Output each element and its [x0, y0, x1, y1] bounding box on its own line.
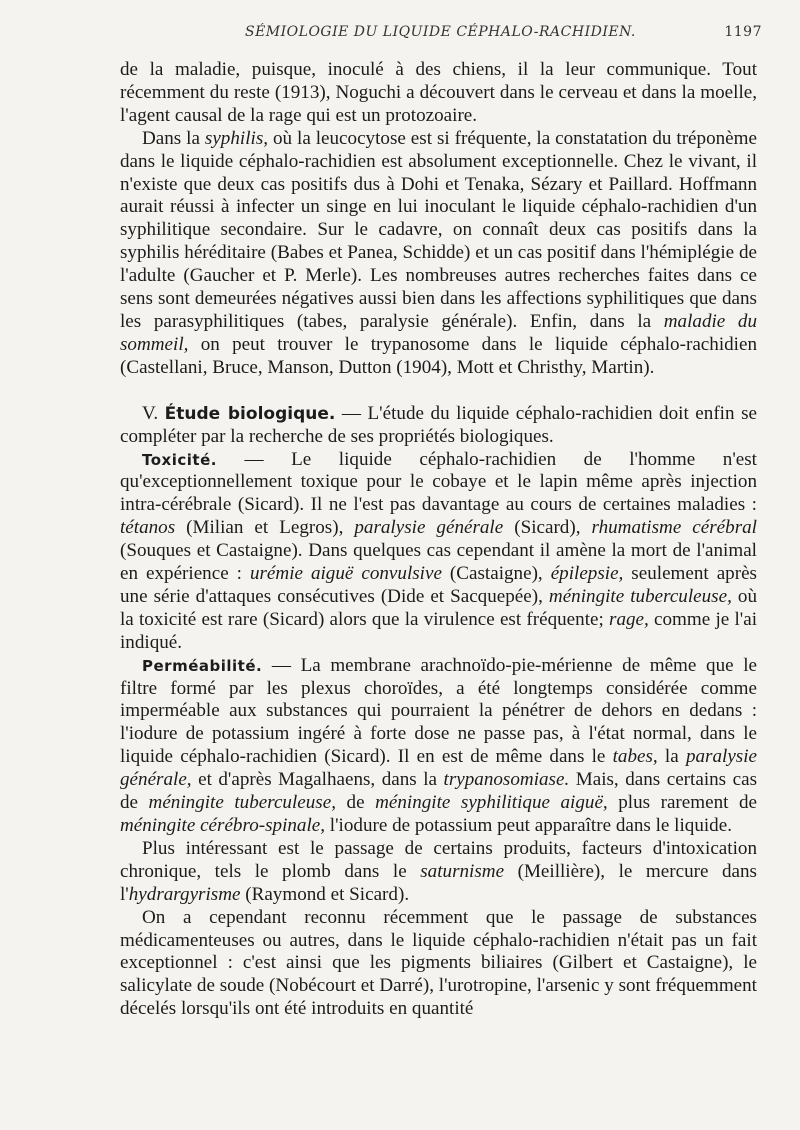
paragraph-permeabilite: Perméabilité. — La membrane arachnoïdo-pie-mérienne de même que le filtre formé par les plexus choroïdes, a été longtemps considérée comme imperméable aux substances qui pourraient la pénétrer de dehors en dedans : l'iodure de potassium ingéré à forte dose ne passe pas, à l'état normal, dans le liquide céphalo-rachidien (Sicard). Il en est de même dans le tabes, la paralysie générale, et d'après Magalhaens, dans la trypanosomiase. Mais, dans certains cas de méningite tuberculeuse, de méningite syphilitique aiguë, plus rarement de méningite cérébro-spinale, l'iodure de potassium peut apparaître dans le liquide.: [120, 654, 758, 836]
running-title: SÉMIOLOGIE DU LIQUIDE CÉPHALO-RACHIDIEN.: [245, 24, 636, 40]
toxicite-label: Toxicité.: [142, 450, 217, 469]
permeabilite-label: Perméabilité.: [142, 656, 263, 675]
paragraph-rage: de la maladie, puisque, inoculé à des chiens, il la leur communique. Tout récemment du reste (1913), Noguchi a découvert dans le cerveau et dans la moelle, l'agent causal de la rage qui est un protozoaire.: [120, 59, 757, 126]
paragraph-intoxication: Plus intéressant est le passage de certains produits, facteurs d'intoxication chronique, tels le plomb dans le saturnisme (Meillière), le mercure dans l'hydrargyrisme (Raymond et Sicard).: [120, 837, 757, 905]
paragraph-substances: On a cependant reconnu récemment que le passage de substances médicamenteuses ou autres, dans le liquide céphalo-rachidien n'était pas un fait exceptionnel : c'est ainsi que les pigments biliaires (Gilbert et Castaigne), le salicylate de soude (Nobécourt et Darré), l'urotropine, l'arsenic y sont fréquemment décelés lorsqu'ils ont été introduits en quantité: [120, 906, 757, 1020]
page-number: 1197: [724, 24, 762, 40]
section-heading-etude-biologique: V. Étude biologique. — L'étude du liquide céphalo-rachidien doit enfin se compléter par la recherche de ses propriétés biologiques.: [120, 402, 757, 447]
body-text: [120, 59, 757, 1021]
section-title: Étude biologique.: [164, 403, 336, 424]
paragraph-toxicite: Toxicité. — Le liquide céphalo-rachidien de l'homme n'est qu'exceptionnellement toxique pour le cobaye et le lapin même après injection intra-cérébrale (Sicard). Il ne l'est pas davantage au cours de certaines maladies : tétanos (Milian et Legros), paralysie générale (Sicard), rhumatisme cérébral (Souques et Castaigne). Dans quelques cas cependant il amène la mort de l'animal en expérience : urémie aiguë convulsive (Castaigne), épilepsie, seulement après une série d'attaques consécutives (Dide et Sacquepée), méningite tuberculeuse, où la toxicité est rare (Sicard) alors que la virulence est fréquente; rage, comme je l'ai indiqué.: [120, 448, 757, 653]
paragraph-syphilis: Dans la syphilis, où la leucocytose est si fréquente, la constatation du tréponème dans le liquide céphalo-rachidien est absolument exceptionnelle. Chez le vivant, il n'existe que deux cas positifs dus à Dohi et Tenaka, Sézary et Paillard. Hoffmann aurait réussi à infecter un singe en lui inoculant le liquide céphalo-rachidien d'un syphilitique secondaire. Sur le cadavre, on connaît deux cas positifs dans la syphilis héréditaire (Babes et Panea, Schidde) et un cas positif dans l'hémiplégie de l'adulte (Gaucher et P. Merle). Les nombreuses autres recherches faites dans ce sens sont demeurées négatives aussi bien dans les affections syphilitiques que dans les parasyphilitiques (tabes, paralysie générale). Enfin, dans la maladie du sommeil, on peut trouver le trypanosome dans le liquide céphalo-rachidien (Castellani, Bruce, Manson, Dutton (1904), Mott et Christhy, Martin).: [120, 127, 757, 378]
